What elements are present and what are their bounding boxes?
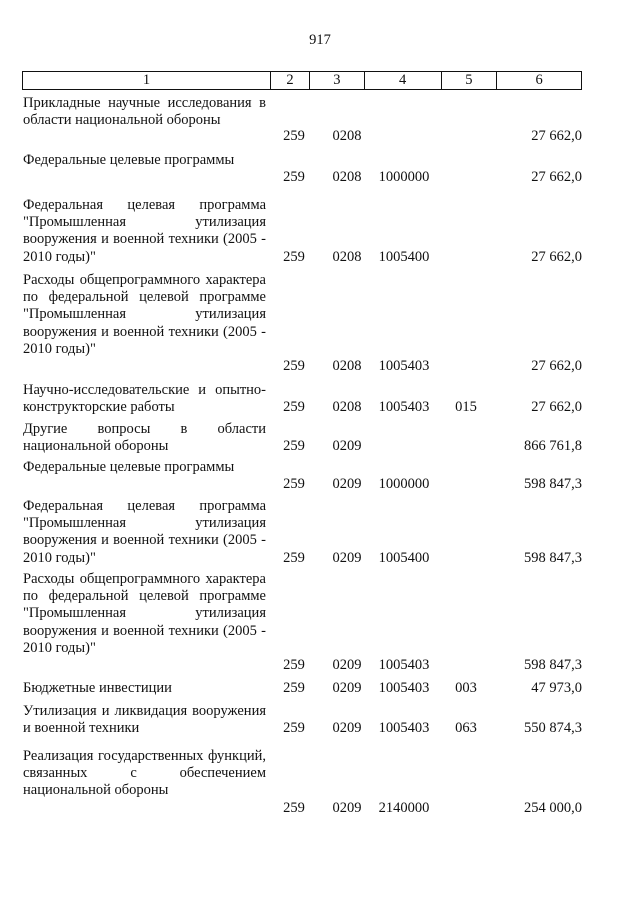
row-name: Бюджетные инвестиции bbox=[23, 680, 172, 696]
row-amount: 550 874,3 bbox=[524, 720, 582, 736]
row-amount: 27 662,0 bbox=[531, 358, 582, 374]
row-code: 259 bbox=[283, 399, 305, 415]
row-amount: 254 000,0 bbox=[524, 800, 582, 816]
row-amount: 27 662,0 bbox=[531, 128, 582, 144]
row-code: 259 bbox=[283, 550, 305, 566]
row-amount: 27 662,0 bbox=[531, 249, 582, 265]
row-section: 0209 bbox=[332, 657, 362, 673]
page-number: 917 bbox=[309, 32, 331, 48]
row-section: 0209 bbox=[332, 680, 362, 696]
row-section: 0208 bbox=[332, 399, 362, 415]
row-type: 015 bbox=[455, 399, 477, 415]
row-code: 259 bbox=[283, 720, 305, 736]
row-target: 1005403 bbox=[378, 720, 430, 736]
table-header bbox=[22, 71, 582, 90]
row-amount: 27 662,0 bbox=[531, 399, 582, 415]
row-amount: 47 973,0 bbox=[531, 680, 582, 696]
row-code: 259 bbox=[283, 438, 305, 454]
row-target: 1000000 bbox=[378, 169, 430, 185]
header-col-4: 4 bbox=[365, 72, 442, 89]
row-amount: 27 662,0 bbox=[531, 169, 582, 185]
row-section: 0208 bbox=[332, 358, 362, 374]
header-col-2: 2 bbox=[271, 72, 310, 89]
row-amount: 598 847,3 bbox=[524, 476, 582, 492]
row-target: 1000000 bbox=[378, 476, 430, 492]
row-section: 0209 bbox=[332, 476, 362, 492]
row-section: 0208 bbox=[332, 169, 362, 185]
row-code: 259 bbox=[283, 128, 305, 144]
row-name: Расходы общепрограммного характера по федеральной целевой программе "Промышленная утилизация вооружения и военной техники (2005 - 2010 годы)" bbox=[23, 272, 266, 357]
row-amount: 866 761,8 bbox=[524, 438, 582, 454]
row-name: Другие вопросы в области национальной обороны bbox=[23, 421, 266, 455]
row-name: Прикладные научные исследования в области национальной обороны bbox=[23, 95, 266, 129]
row-type: 063 bbox=[455, 720, 477, 736]
row-target: 1005403 bbox=[378, 399, 430, 415]
header-col-1: 1 bbox=[23, 72, 271, 89]
row-code: 259 bbox=[283, 249, 305, 265]
row-amount: 598 847,3 bbox=[524, 657, 582, 673]
row-section: 0209 bbox=[332, 438, 362, 454]
row-section: 0208 bbox=[332, 128, 362, 144]
row-code: 259 bbox=[283, 169, 305, 185]
row-target: 1005400 bbox=[378, 249, 430, 265]
row-target: 2140000 bbox=[378, 800, 430, 816]
row-code: 259 bbox=[283, 657, 305, 673]
header-col-3: 3 bbox=[310, 72, 365, 89]
row-target: 1005403 bbox=[378, 657, 430, 673]
row-code: 259 bbox=[283, 358, 305, 374]
row-name: Расходы общепрограммного характера по федеральной целевой программе "Промышленная утилизация вооружения и военной техники (2005 - 2010 годы)" bbox=[23, 571, 266, 656]
row-type: 003 bbox=[455, 680, 477, 696]
row-name: Федеральные целевые программы bbox=[23, 459, 235, 475]
row-name: Федеральные целевые программы bbox=[23, 152, 235, 168]
row-section: 0209 bbox=[332, 550, 362, 566]
row-section: 0208 bbox=[332, 249, 362, 265]
row-code: 259 bbox=[283, 476, 305, 492]
row-name: Федеральная целевая программа "Промышленная утилизация вооружения и военной техники (2005 - 2010 годы)" bbox=[23, 498, 266, 566]
row-amount: 598 847,3 bbox=[524, 550, 582, 566]
header-col-5: 5 bbox=[442, 72, 498, 89]
row-target: 1005403 bbox=[378, 358, 430, 374]
row-target: 1005400 bbox=[378, 550, 430, 566]
row-section: 0209 bbox=[332, 720, 362, 736]
row-code: 259 bbox=[283, 800, 305, 816]
row-name: Реализация государственных функций, связанных с обеспечением национальной обороны bbox=[23, 748, 266, 799]
row-name: Научно-исследовательские и опытно-конструкторские работы bbox=[23, 382, 266, 416]
row-name: Утилизация и ликвидация вооружения и военной техники bbox=[23, 703, 266, 737]
header-col-6: 6 bbox=[535, 72, 543, 88]
row-target: 1005403 bbox=[378, 680, 430, 696]
row-name: Федеральная целевая программа "Промышленная утилизация вооружения и военной техники (2005 - 2010 годы)" bbox=[23, 197, 266, 265]
row-code: 259 bbox=[283, 680, 305, 696]
row-section: 0209 bbox=[332, 800, 362, 816]
